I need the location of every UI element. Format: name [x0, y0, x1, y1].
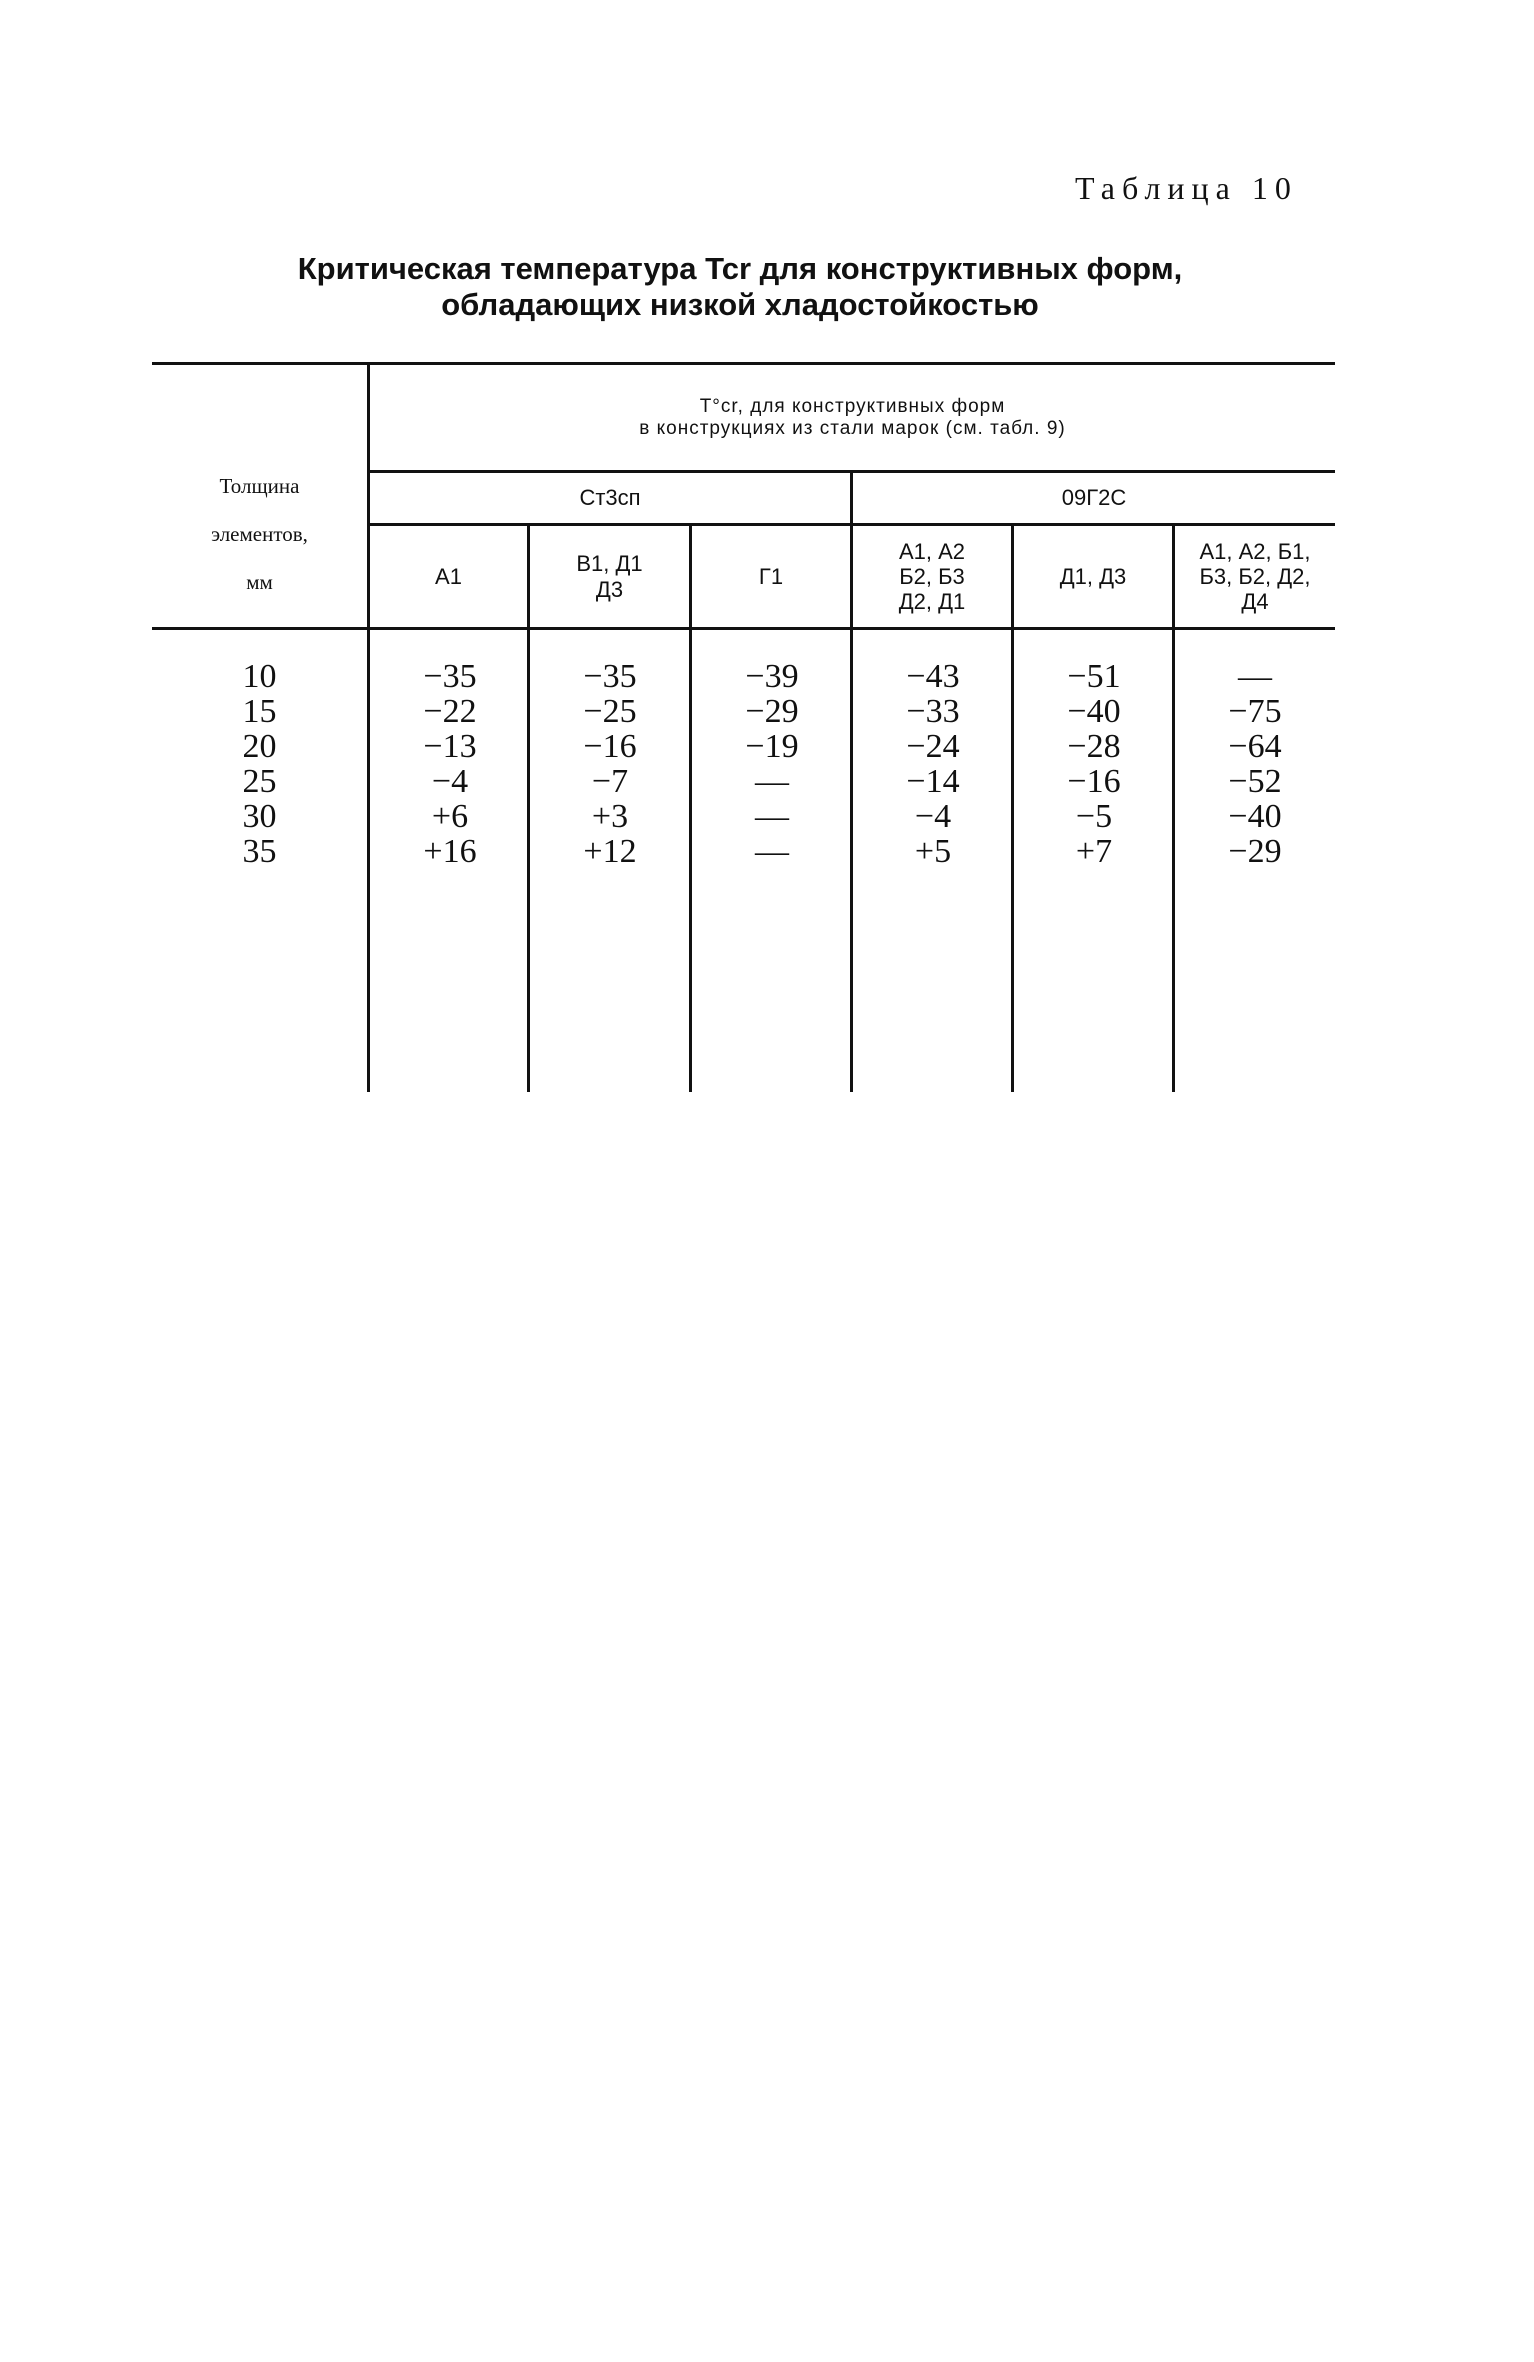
table-cell: −64 — [1228, 728, 1282, 765]
table-cell: — — [755, 798, 789, 835]
form-header-line: Д4 — [1241, 589, 1269, 615]
table-cell: −75 — [1228, 693, 1282, 730]
form-header-line: В1, Д1 — [576, 551, 643, 577]
steel-grade-st3sp: Ст3сп — [579, 485, 641, 511]
table-cell: −5 — [1075, 798, 1113, 835]
steel-grade-09g2s: 09Г2С — [1061, 485, 1127, 511]
table-title-line-2: обладающих низкой хладостойкостью — [441, 287, 1039, 322]
thickness-header-line: мм — [246, 570, 273, 594]
table-cell: — — [1238, 658, 1272, 695]
form-header — [1175, 526, 1335, 627]
header-bottom-rule — [152, 627, 1335, 630]
row-thickness: 35 — [242, 833, 277, 870]
table-cell: +16 — [423, 833, 477, 870]
table-cell: +7 — [1075, 833, 1113, 870]
table-cell: −13 — [423, 728, 477, 765]
table-cell: −52 — [1228, 763, 1282, 800]
table-cell: −22 — [423, 693, 477, 730]
group-caption-line-2: в конструкциях из стали марок (см. табл. 9) — [639, 418, 1066, 439]
table-cell: −40 — [1228, 798, 1282, 835]
table-top-rule — [152, 362, 1335, 365]
table-cell: +3 — [591, 798, 629, 835]
thickness-header — [152, 450, 367, 618]
table-cell: −4 — [914, 798, 952, 835]
form-header — [853, 526, 1011, 627]
table-cell: — — [755, 763, 789, 800]
row-thickness: 10 — [242, 658, 277, 695]
form-header-line: Д2, Д1 — [898, 589, 966, 615]
form-header — [692, 526, 850, 627]
table-cell: −35 — [423, 658, 477, 695]
form-header — [1014, 526, 1172, 627]
form-header-line: Б2, Б3 — [899, 563, 965, 589]
group-caption — [370, 388, 1335, 448]
form-header-line: А1 — [435, 563, 462, 589]
table-cell: −4 — [431, 763, 469, 800]
table-cell: −29 — [745, 693, 799, 730]
thickness-header-line: элементов, — [211, 522, 308, 546]
table-cell: −43 — [906, 658, 960, 695]
table-title-line-1: Критическая температура Tcr для конструктивных форм, — [297, 251, 1183, 286]
form-header-line: Д1, Д3 — [1059, 563, 1127, 589]
form-header-line: Г1 — [758, 563, 784, 589]
form-header — [370, 526, 527, 627]
row-thickness: 15 — [242, 693, 277, 730]
table-cell: −33 — [906, 693, 960, 730]
form-header — [530, 526, 689, 627]
table-cell: +5 — [914, 833, 952, 870]
table-cell: −28 — [1067, 728, 1121, 765]
form-header-line: А1, А2, Б1, — [1199, 538, 1311, 564]
group-caption-line-1: T°cr, для конструктивных форм — [699, 396, 1006, 418]
table-cell: −7 — [591, 763, 629, 800]
table-cell: −40 — [1067, 693, 1121, 730]
table-cell: −16 — [1067, 763, 1121, 800]
table-cell: −16 — [583, 728, 637, 765]
thickness-header-line: Толщина — [219, 474, 300, 498]
table-cell: −35 — [583, 658, 637, 695]
table-cell: −24 — [906, 728, 960, 765]
table-cell: −39 — [745, 658, 799, 695]
table-cell: +12 — [583, 833, 637, 870]
table-number-label: Таблица 10 — [1075, 170, 1298, 206]
form-header-line: А1, А2 — [898, 538, 966, 564]
table-cell: — — [755, 833, 789, 870]
table-cell: −25 — [583, 693, 637, 730]
table-cell: −19 — [745, 728, 799, 765]
table-cell: −51 — [1067, 658, 1121, 695]
table-cell: +6 — [431, 798, 469, 835]
form-header-line: Б3, Б2, Д2, — [1199, 563, 1311, 589]
form-header-line: Д3 — [595, 576, 624, 602]
table-cell: −29 — [1228, 833, 1282, 870]
row-thickness: 25 — [242, 763, 277, 800]
row-thickness: 20 — [242, 728, 277, 765]
table-cell: −14 — [906, 763, 960, 800]
row-thickness: 30 — [242, 798, 277, 835]
